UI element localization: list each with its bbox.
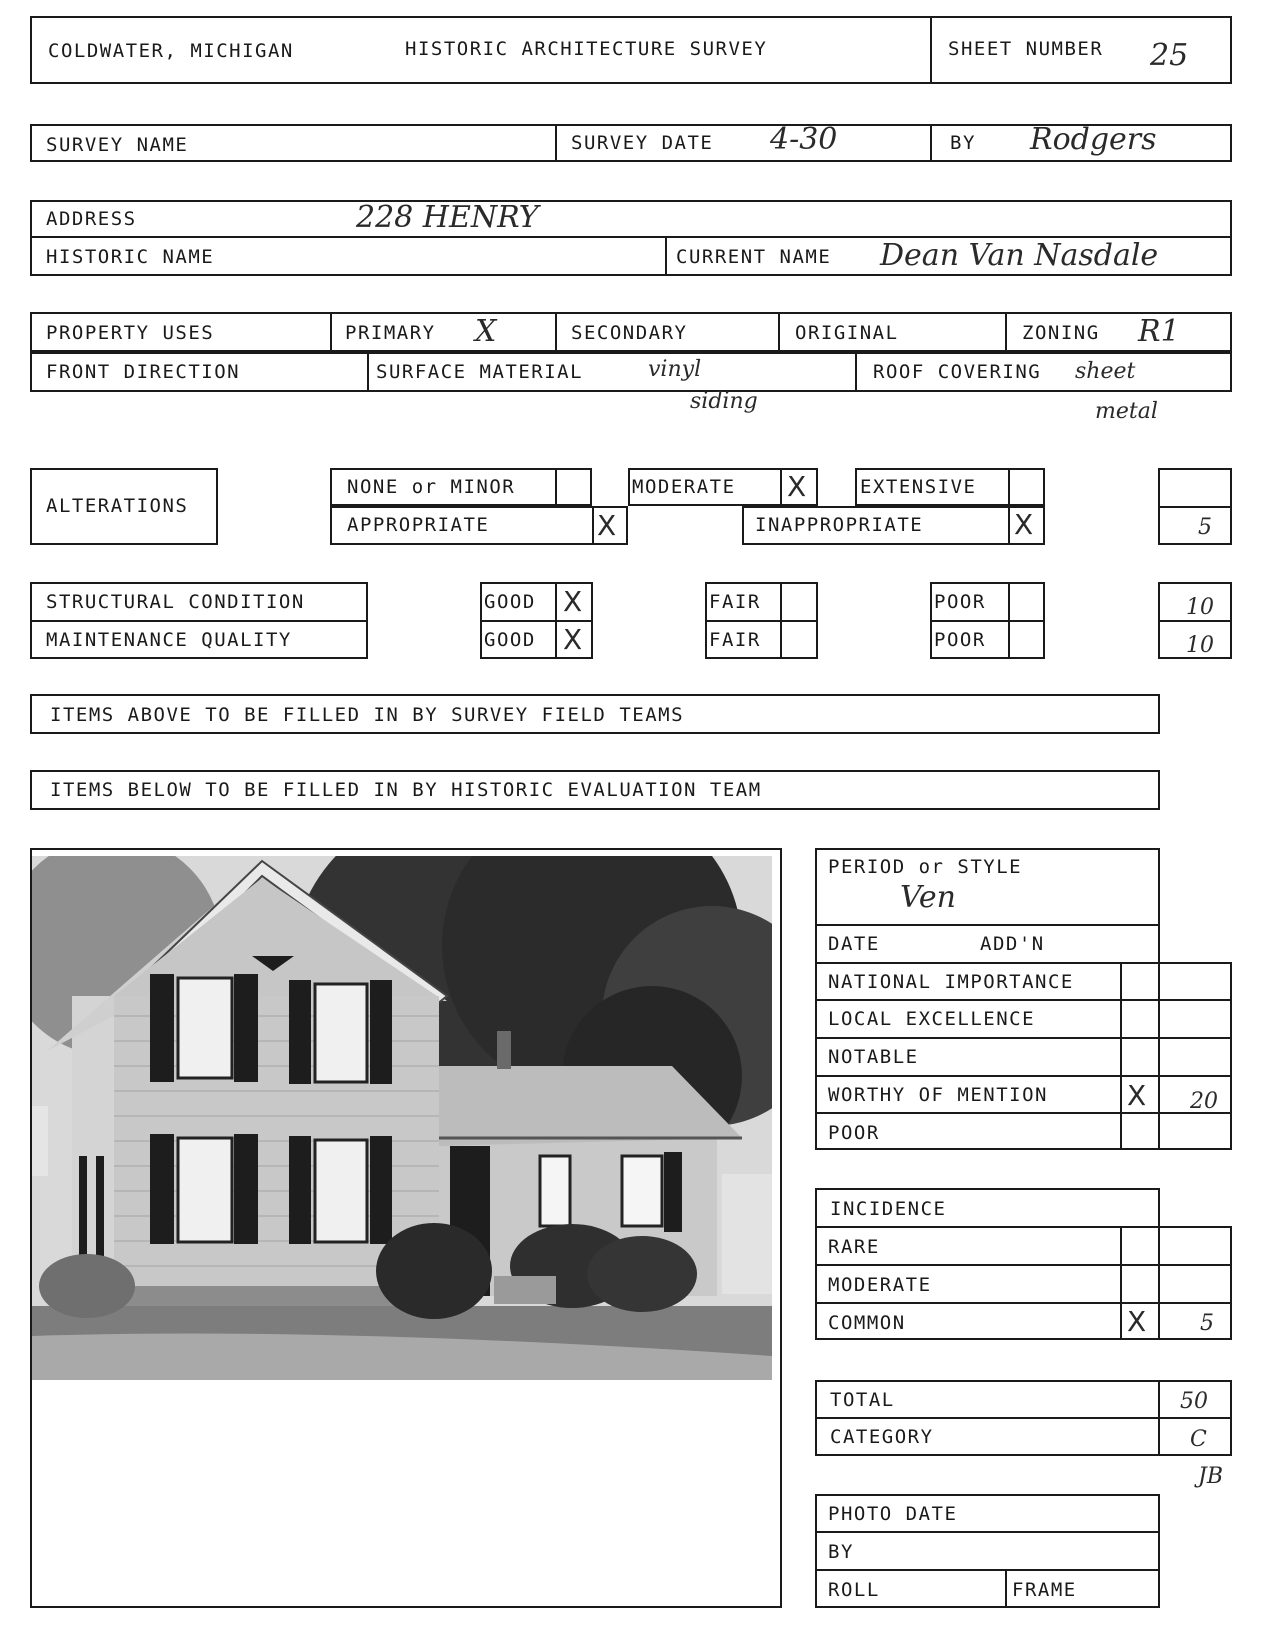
roof-covering-value-2: metal	[1095, 399, 1158, 424]
survey-title: HISTORIC ARCHITECTURE SURVEY	[405, 38, 768, 60]
common-score: 5	[1200, 1311, 1214, 1336]
uses-div-1	[330, 312, 332, 352]
significance-hdiv-1	[815, 999, 1232, 1001]
photo-by-label: BY	[828, 1541, 854, 1563]
period-label: PERIOD or STYLE	[828, 856, 1023, 878]
date-label: DATE	[828, 933, 880, 955]
address-label: ADDRESS	[46, 208, 137, 230]
current-name-label: CURRENT NAME	[676, 246, 832, 268]
poor-row-div	[930, 620, 1045, 622]
photo-info-vdiv	[1005, 1569, 1007, 1608]
surface-material-label: SURFACE MATERIAL	[376, 361, 584, 383]
maintenance-fair-label: FAIR	[709, 629, 761, 651]
alterations-score: 5	[1198, 515, 1212, 540]
total-value: 50	[1180, 1389, 1208, 1414]
uses-div-3	[778, 312, 780, 352]
primary-label: PRIMARY	[345, 322, 436, 344]
totals-hdiv	[815, 1417, 1232, 1419]
zoning-value: R1	[1138, 314, 1180, 349]
moderate-label: MODERATE	[632, 476, 736, 498]
zoning-label: ZONING	[1022, 322, 1100, 344]
common-label: COMMON	[828, 1312, 906, 1334]
city-label: COLDWATER, MICHIGAN	[48, 40, 294, 62]
survey-by-value: Rodgers	[1030, 122, 1157, 157]
structural-condition-label: STRUCTURAL CONDITION	[46, 591, 305, 613]
surface-material-value-2: siding	[690, 389, 758, 414]
moderate-check-div	[780, 468, 782, 506]
maintenance-quality-label: MAINTENANCE QUALITY	[46, 629, 292, 651]
photo-info-hdiv-2	[815, 1569, 1160, 1571]
survey-divider-1	[555, 124, 557, 162]
front-div-2	[855, 352, 857, 392]
inappropriate-mark: X	[1014, 508, 1034, 541]
front-div-1	[367, 352, 369, 392]
significance-hdiv-2	[815, 1037, 1232, 1039]
extensive-label: EXTENSIVE	[860, 476, 977, 498]
significance-vdiv-1	[1120, 962, 1122, 1150]
incidence-hdiv-2	[815, 1302, 1232, 1304]
survey-date-value: 4-30	[770, 122, 838, 157]
maintenance-poor-label: POOR	[934, 629, 986, 651]
fair-row-div	[705, 620, 818, 622]
incidence-vdiv-2	[1158, 1226, 1160, 1340]
moderate-mark: X	[787, 470, 807, 503]
survey-divider-2	[930, 124, 932, 162]
period-value: Ven	[900, 880, 956, 915]
none-minor-label: NONE or MINOR	[347, 476, 516, 498]
header-divider	[930, 16, 932, 84]
roof-covering-label: ROOF COVERING	[873, 361, 1042, 383]
condition-label-div	[30, 620, 368, 622]
appropriate-label: APPROPRIATE	[347, 514, 490, 536]
uses-div-4	[1005, 312, 1007, 352]
secondary-label: SECONDARY	[571, 322, 688, 344]
significance-vdiv-2	[1158, 962, 1160, 1150]
historic-name-label: HISTORIC NAME	[46, 246, 215, 268]
significance-poor-label: POOR	[828, 1122, 880, 1144]
good-row-div	[480, 620, 593, 622]
structural-good-label: GOOD	[484, 591, 536, 613]
alterations-score-div	[1158, 506, 1232, 508]
names-divider	[665, 236, 667, 276]
house-photo	[32, 856, 772, 1380]
worthy-mark: X	[1127, 1079, 1147, 1112]
incidence-label: INCIDENCE	[830, 1198, 947, 1220]
original-label: ORIGINAL	[795, 322, 899, 344]
addn-label: ADD'N	[980, 933, 1045, 955]
surface-material-value-1: vinyl	[648, 357, 702, 382]
note-below: ITEMS BELOW TO BE FILLED IN BY HISTORIC EVALUATION TEAM	[50, 779, 762, 801]
national-importance-label: NATIONAL IMPORTANCE	[828, 971, 1074, 993]
survey-name-label: SURVEY NAME	[46, 134, 189, 156]
inappropriate-label: INAPPROPRIATE	[755, 514, 924, 536]
maintenance-score: 10	[1186, 633, 1214, 658]
photo-date-label: PHOTO DATE	[828, 1503, 958, 1525]
alterations-label: ALTERATIONS	[46, 495, 189, 517]
note-above: ITEMS ABOVE TO BE FILLED IN BY SURVEY FIELD TEAMS	[50, 704, 685, 726]
fair-check-div	[780, 582, 782, 659]
notable-label: NOTABLE	[828, 1046, 919, 1068]
incidence-vdiv-1	[1120, 1226, 1122, 1340]
good-check-div	[555, 582, 557, 659]
evaluator-initials: JB	[1198, 1464, 1223, 1489]
common-mark: X	[1127, 1305, 1147, 1338]
total-label: TOTAL	[830, 1389, 895, 1411]
poor-check-div	[1008, 582, 1010, 659]
sheet-number-label: SHEET NUMBER	[948, 38, 1104, 60]
significance-hdiv-3	[815, 1075, 1232, 1077]
front-direction-label: FRONT DIRECTION	[46, 361, 241, 383]
structural-poor-label: POOR	[934, 591, 986, 613]
structural-score: 10	[1186, 595, 1214, 620]
none-minor-check-div	[555, 468, 557, 506]
maintenance-good-label: GOOD	[484, 629, 536, 651]
structural-fair-label: FAIR	[709, 591, 761, 613]
local-excellence-label: LOCAL EXCELLENCE	[828, 1008, 1036, 1030]
appropriate-mark: X	[597, 509, 617, 542]
extensive-check-div	[1008, 468, 1010, 506]
category-value: C	[1190, 1427, 1207, 1452]
incidence-moderate-label: MODERATE	[828, 1274, 932, 1296]
address-value: 228 HENRY	[356, 200, 539, 235]
property-uses-label: PROPERTY USES	[46, 322, 215, 344]
incidence-hdiv-1	[815, 1264, 1232, 1266]
sheet-number-value: 25	[1150, 38, 1189, 73]
primary-value: X	[475, 314, 497, 349]
photo-info-hdiv-1	[815, 1531, 1160, 1533]
rare-label: RARE	[828, 1236, 880, 1258]
roof-covering-value-1: sheet	[1075, 359, 1136, 384]
appropriate-check-div	[592, 506, 594, 545]
roll-label: ROLL	[828, 1579, 880, 1601]
category-label: CATEGORY	[830, 1426, 934, 1448]
condition-score-div	[1158, 620, 1232, 622]
uses-div-2	[555, 312, 557, 352]
worthy-score: 20	[1190, 1089, 1218, 1114]
significance-hdiv-4	[815, 1112, 1232, 1114]
worthy-of-mention-label: WORTHY OF MENTION	[828, 1084, 1048, 1106]
structural-good-mark: X	[563, 585, 583, 618]
survey-date-label: SURVEY DATE	[571, 132, 714, 154]
maintenance-good-mark: X	[563, 623, 583, 656]
frame-label: FRAME	[1012, 1579, 1077, 1601]
inappropriate-check-div	[1008, 506, 1010, 545]
current-name-value: Dean Van Nasdale	[880, 238, 1159, 273]
survey-by-label: BY	[950, 132, 976, 154]
